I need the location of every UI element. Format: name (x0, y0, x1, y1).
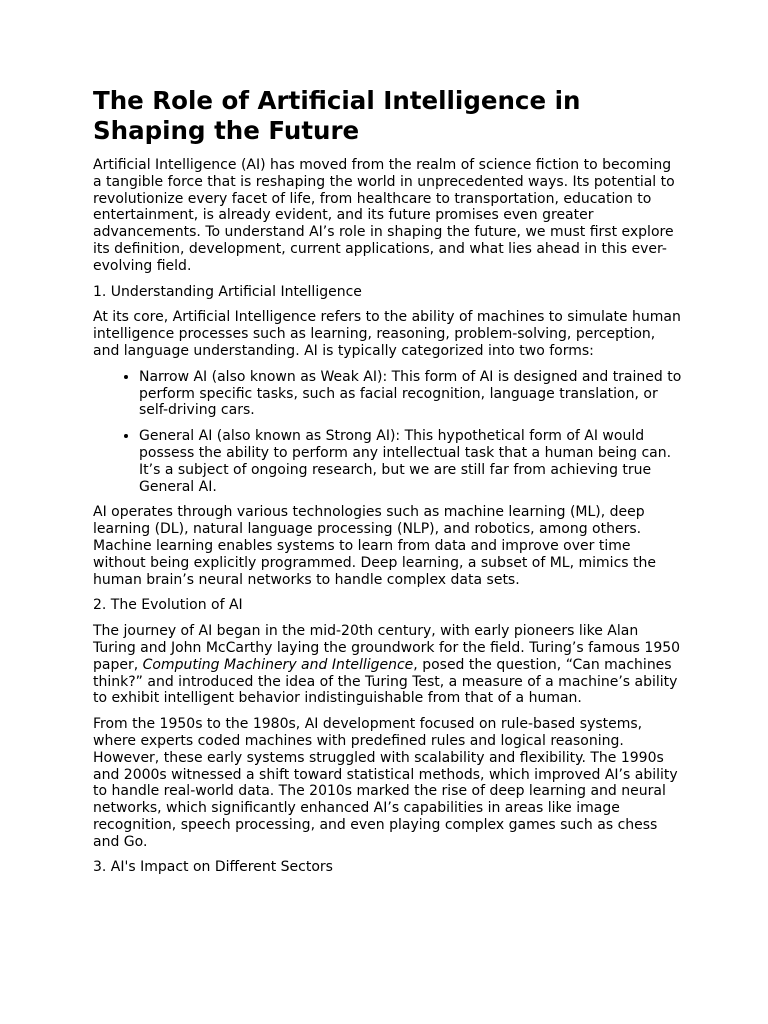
document-page (93, 86, 683, 885)
section-1-paragraph-1: At its core, Artificial Intelligence refers to the ability of machines to simulate human intelligence processes such as learning, reasoning, problem-solving, perception, and language understanding. AI is typically categorized into two forms: (93, 309, 681, 359)
paragraph-text-after: , posed the question, “Can machines think?” and introduced the idea of the Turing Test, a measure of a machine’s ability to exhibit intelligent behavior indistinguishable from that of a human. (93, 656, 678, 707)
section-1-paragraph-2: AI operates through various technologies such as machine learning (ML), deep learning (DL), natural language processing (NLP), and robotics, among others. Machine learning enables systems to learn from data and improve over time without being explicitly programmed. Deep learning, a subset of ML, mimics the human brain’s neural networks to handle complex data sets. (93, 504, 656, 588)
paragraph-text-before: The journey of AI began in the mid-20th century, with early pioneers like Alan Turing and John McCarthy laying the groundwork for the field. Turing’s famous 1950 paper, (93, 623, 681, 673)
document-title: The Role of Artificial Intelligence in Shaping the Future (93, 86, 581, 145)
intro-paragraph: Artificial Intelligence (AI) has moved from the realm of science fiction to becoming a tangible force that is reshaping the world in unprecedented ways. Its potential to revolutionize every facet of life, from healthcare to transportation, education to entertainment, is already evident, and its future promises even greater advancements. To understand AI’s role in shaping the future, we must first explore its definition, development, current applications, and what lies ahead in this ever-evolving field. (93, 157, 675, 274)
ai-forms-list (93, 369, 683, 496)
section-1-heading: 1. Understanding Artificial Intelligence (93, 283, 362, 300)
section-3-heading: 3. AI's Impact on Different Sectors (93, 859, 333, 876)
list-item-general-ai: • General AI (also known as Strong AI): This hypothetical form of AI would possess the ability to perform any intellectual task that a human being can. It’s a subject of ongoing research, but we are still far from achieving true General AI. (139, 428, 683, 495)
list-item-narrow-ai: • Narrow AI (also known as Weak AI): This form of AI is designed and trained to perform specific tasks, such as facial recognition, language translation, or self-driving cars. (139, 369, 683, 419)
section-2-paragraph-1 (93, 623, 683, 707)
paper-title-italic: Computing Machinery and Intelligence (142, 656, 414, 673)
section-2-heading: 2. The Evolution of AI (93, 597, 243, 614)
section-2-paragraph-2: From the 1950s to the 1980s, AI development focused on rule-based systems, where experts coded machines with predefined rules and logical reasoning. However, these early systems struggled with scalability and flexibility. The 1990s and 2000s witnessed a shift toward statistical methods, which improved AI’s ability to handle real-world data. The 2010s marked the rise of deep learning and neural networks, which significantly enhanced AI’s capabilities in areas like image recognition, speech processing, and even playing complex games such as chess and Go. (93, 716, 678, 850)
